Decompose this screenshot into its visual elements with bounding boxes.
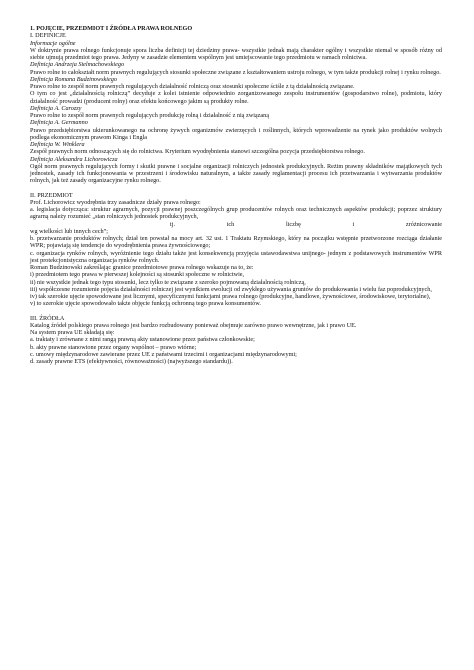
list-item-continuation: tj. ich liczbę i zróżnicowanie xyxy=(170,220,442,228)
subheading-general-info: Informacje ogólne xyxy=(30,39,76,47)
list-item: iv) tak szerokie ujęcie spowodowane jest licznymi, specyficznymi funkcjami prawa rolnego (produkcyjne, handlowe, żywnościowe, środowiskowe, terytorialne), xyxy=(30,293,431,300)
definition-text: Prawo rolne to zespół norm prawnych regulujących produkcję rolną i działalność z nią związaną xyxy=(30,112,269,119)
document-title: 1. POJĘCIE, PRZEDMIOT I ŹRÓDŁA PRAWA ROLNEGO xyxy=(30,25,193,32)
definition-text: Prawo przedsiębiorstwa ukierunkowanego na ochronę żywych organizmów zwierzęcych i roślinnych, których wprowadzenie na rynek jako produktów wolnych podlega ekonomicznym prawom Kinga i Engla xyxy=(30,126,442,141)
spacer xyxy=(30,185,442,192)
section-heading-definitions: I. DEFINICJE xyxy=(30,32,66,40)
paragraph-intro: W doktrynie prawa rolnego funkcjonuje spora liczba definicji tej dziedziny prawa- wszystkie jednak mają charakter ogólny i wszystkie niemal w sposób różny od siebie ujmują przedmiot tego prawa. Jedyny w zasadzie elementem wspólnym jest umiejscowanie tego przedmiotu w ramach rolnictwa. xyxy=(30,46,442,61)
definition-text: Prawo rolne to zespół norm prawnych regulujących działalność rolniczą oraz stosunki społeczne ściśle z tą działalnością związane. xyxy=(30,83,355,90)
list-item: a. traktaty i zrównane z nimi rangą prawną akty ustanowione przez państwa członkowskie; xyxy=(30,336,255,344)
definition-author: Definicja A. Germanno xyxy=(30,119,88,127)
paragraph-intro: Katalog źródeł polskiego prawa rolnego jest bardzo rozbudowany ponieważ obejmuje zarówno prawo wewnętrzne, jak i prawo UE. xyxy=(30,321,357,329)
list-item: d. zasady prawne ETS (efektywności, równoważności) (najwyższego standardu)). xyxy=(30,358,233,365)
definition-text: Ogół norm prawnych regulujących formy i skutki prawne i socjalne organizacji rolniczych jednostek produkcyjnych. Reżim prawny składników majątkowych tych jednostek, zasady ich funkcjonowania w przestrzeni i środowisku naturalnym, a także zasady reglamentacji procesu ich przetwarzania i wytwarzania produktów rolnych, jak też zasady organizacyjne rynku rolnego. xyxy=(30,162,442,185)
section-heading-subject: II. PRZEDMIOT xyxy=(30,191,73,199)
definition-author: Definicja Aleksandra Lichorowicza xyxy=(30,155,118,163)
list-item: c. umowy międzynarodowe zawierane przez UE z państwami trzecimi i organizacjami międzynarodowymi; xyxy=(30,350,297,358)
list-item: ii) nie wszystkie jednak tego typu stosunki, lecz tylko te związane z szeroko pojmowaną działalnością rolniczą, xyxy=(30,278,306,286)
list-item: a. legislacja dotycząca: struktur agrarnych, pozycji prawnej poszczególnych grup producentów rolnych oraz technicznych aspektów produkcji; poprzez struktury agrarną należy rozumieć „stan rolniczych jednostek produkcyjnych, xyxy=(30,206,442,221)
paragraph-intro: Roman Budzinowski zakreślając granice przedmiotowe prawa rolnego wskazuje na to, że: xyxy=(30,264,254,271)
paragraph-intro: Na system prawa UE składają się: xyxy=(30,329,115,336)
paragraph-intro: Prof. Lichorowicz wyodrębnia trzy zasadnicze działy prawa rolnego: xyxy=(30,198,201,206)
spacer xyxy=(30,308,442,315)
document-page xyxy=(30,25,442,365)
definition-author: Definicja Romana Budzinowskiego xyxy=(30,75,117,83)
definition-text: O tym co jest „działalnością rolniczą” decyduje z kolei istnienie odpowiednio zorganizowanego zespołu instrumentów (gospodarstwo rolne), podmiotu, który działalność prowadzi (producent rolny) oraz efektu końcowego jakim są produkty rolne. xyxy=(30,90,442,105)
definition-text: Prawo rolne to całokształt norm prawnych regulujących stosunki społeczne związane z kształtowaniem ustroju rolnego, w tym także produkcji rolnej i rynku rolnego. xyxy=(30,68,441,76)
definition-author: Definicja W. Winklera xyxy=(30,141,85,148)
list-item: c. organizacja rynków rolnych, wyróżnienie tego działu także jest konsekwencją przyjęcia ustawodawstwa unijnego- jednym z podstawowych instrumentów WPR jest protekcjonistyczna organizacja rynków rolnych. xyxy=(30,249,442,264)
definition-author: Definicja Andrzeja Stelmachowskiego xyxy=(30,61,125,69)
list-item: iii) współczesne rozumienie pojęcia działalności rolniczej jest wynikiem ewolucji od zwykłego używania gruntów do produkowania i wielu faz poprodukcyjnych, xyxy=(30,285,432,293)
definition-text: Zespół prawnych norm odnoszących się do rolnictwa. Kryterium wyodrębnienia stanowi szczególna pozycja przedsiębiorstwa rolnego. xyxy=(30,148,365,156)
definition-author: Definicja A. Carozzy xyxy=(30,104,82,112)
list-item-continuation: wg wielkości lub innych cech”; xyxy=(30,227,109,235)
section-heading-sources: III. ŹRÓDŁA xyxy=(30,314,65,322)
list-item: i) przedmiotem tego prawa w pierwszej kolejności są stosunki społeczne w rolnictwie, xyxy=(30,271,245,279)
list-item: b. akty prawne stanowione przez organy wspólnot – prawo wtórne; xyxy=(30,343,197,351)
list-item: v) to szerokie ujęcie spowodowało także objęcie funkcją ochronną tego prawa konsumentów. xyxy=(30,300,261,308)
list-item: b. przetwarzanie produktów rolnych; dział ten powstał na mocy art. 32 ust. 1 Traktatu Rzymskiego, który na początku wstępnie przetworzone rozciąga działanie WPR; pojawiają się tendencje do wyodrębnienia prawa żywnościowego; xyxy=(30,235,442,250)
